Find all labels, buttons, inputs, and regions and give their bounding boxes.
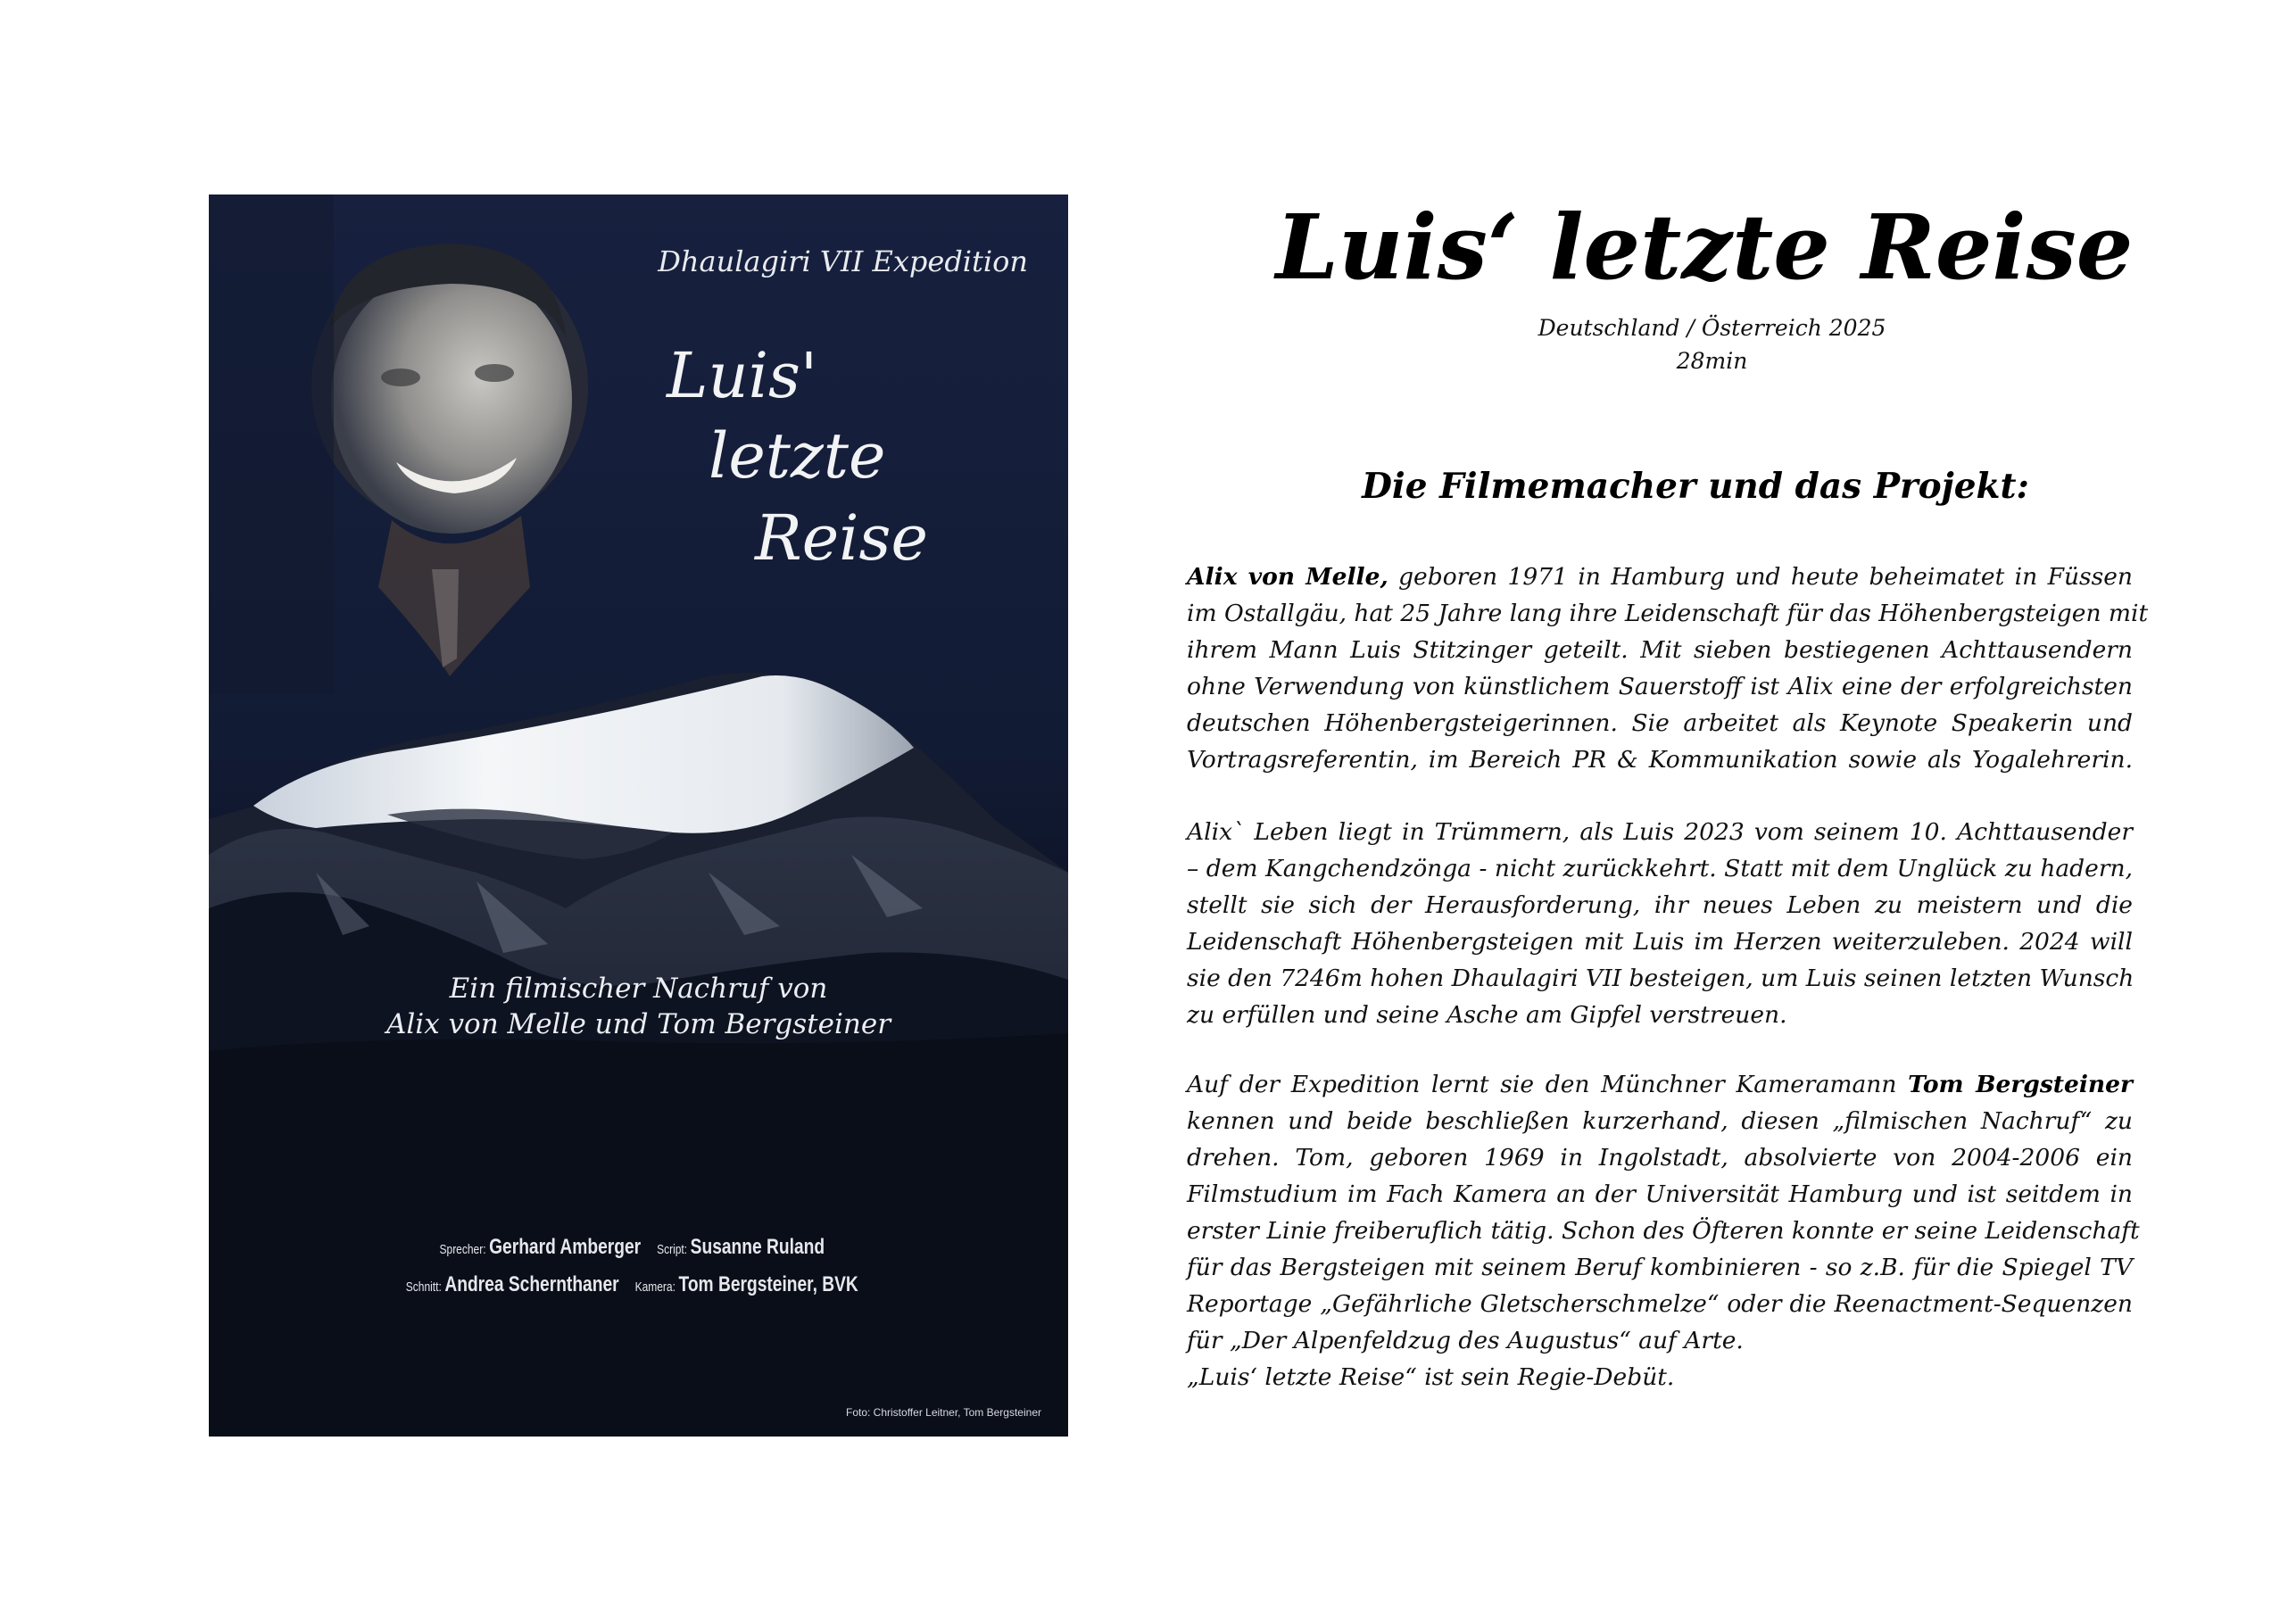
paragraph-line: deutschen Höhenbergsteigerinnen. Sie arbeitet als Keynote Speakerin und [1187,709,2133,737]
page-title: Luis‘ letzte Reise [1275,195,2134,300]
credit-name: Tom Bergsteiner, BVK [678,1272,858,1296]
mountain-image [209,673,1068,1437]
line-text: Auf der Expedition lernt sie den Münchner Kameramann [1187,1071,1909,1098]
person-name: Alix von Melle, [1187,563,1388,591]
paragraph-alix [1187,559,2149,778]
country-year: Deutschland / Österreich 2025 [1538,315,1886,341]
credit-role: Script: [657,1242,688,1257]
poster-title-line-2: letzte [709,419,886,493]
paragraph-story [1187,814,2133,1033]
poster-photo-credit: Foto: Christoffer Leitner, Tom Bergsteiner [846,1406,1041,1419]
paragraph-line: sie den 7246m hohen Dhaulagiri VII besteigen, um Luis seinen letzten Wunsch [1187,965,2134,992]
paragraph-line: drehen. Tom, geboren 1969 in Ingolstadt, absolvierte von 2004-2006 ein [1187,1144,2133,1172]
paragraph-line: Filmstudium im Fach Kamera an der Universität Hamburg und ist seitdem in [1187,1180,2133,1208]
paragraph-line: ohne Verwendung von künstlichem Sauerstoff ist Alix eine der erfolgreichsten [1187,673,2133,700]
paragraph-line: erster Linie freiberuflich tätig. Schon des Öfteren konnte er seine Leidenschaft [1187,1217,2140,1245]
credit-role: Schnitt: [405,1279,442,1295]
paragraph-line: im Ostallgäu, hat 25 Jahre lang ihre Leidenschaft für das Höhenbergsteigen mit [1187,600,2149,627]
paragraph-line: Leidenschaft Höhenbergsteigen mit Luis im Herzen weiterzuleben. 2024 will [1187,928,2133,956]
poster-credits-row-1 [294,1235,982,1260]
paragraph-line: ihrem Mann Luis Stitzinger geteilt. Mit sieben bestiegenen Achttausendern [1187,636,2133,664]
duration: 28min [1676,348,1748,374]
paragraph-line: für das Bergsteigen mit seinem Beruf kombinieren - so z.B. für die Spiegel TV [1187,1254,2133,1281]
paragraph-line: Reportage „Gefährliche Gletscherschmelze“ oder die Reenactment-Sequenzen [1187,1290,2133,1318]
credit-name: Gerhard Amberger [489,1235,642,1259]
line-text: geboren 1971 in Hamburg und heute beheimatet in Füssen [1388,563,2133,591]
credit-role: Sprecher: [439,1242,486,1257]
credit-role: Kamera: [634,1279,676,1295]
section-heading: Die Filmemacher und das Projekt: [1362,466,2029,507]
paragraph-line: kennen und beide beschließen kurzerhand, diesen „filmischen Nachruf“ zu [1187,1107,2133,1135]
paragraph-line: Vortragsreferentin, im Bereich PR & Kommunikation sowie als Yogalehrerin. [1187,746,2133,774]
poster-tribute-line-1: Ein filmischer Nachruf von [449,973,828,1005]
paragraph-line [1187,559,2133,595]
poster-expedition-label: Dhaulagiri VII Expedition [658,244,1028,278]
paragraph-line: „Luis‘ letzte Reise“ ist sein Regie-Debüt. [1187,1363,1675,1391]
paragraph-line [1187,1066,2133,1103]
paragraph-line: – dem Kangchendzönga - nicht zurückkehrt. Statt mit dem Unglück zu hadern, [1187,855,2133,882]
paragraph-line: stellt sie sich der Herausforderung, ihr neues Leben zu meistern und die [1187,891,2133,919]
paragraph-line: Alix` Leben liegt in Trümmern, als Luis 2023 vom seinem 10. Achttausender [1187,818,2133,846]
film-poster [209,195,1068,1437]
poster-title-line-3: Reise [755,501,928,575]
paragraph-line: zu erfüllen und seine Asche am Gipfel verstreuen. [1187,1001,1787,1029]
poster-credits-row-2 [294,1272,982,1297]
poster-tribute-line-2: Alix von Melle und Tom Bergsteiner [385,1008,891,1040]
paragraph-line: für „Der Alpenfeldzug des Augustus“ auf Arte. [1187,1327,1744,1354]
person-name: Tom Bergsteiner [1908,1071,2133,1098]
paragraph-tom [1187,1066,2140,1395]
poster-title-line-1: Luis' [667,339,818,412]
credit-name: Andrea Schernthaner [444,1272,619,1296]
credit-name: Susanne Ruland [690,1235,825,1259]
